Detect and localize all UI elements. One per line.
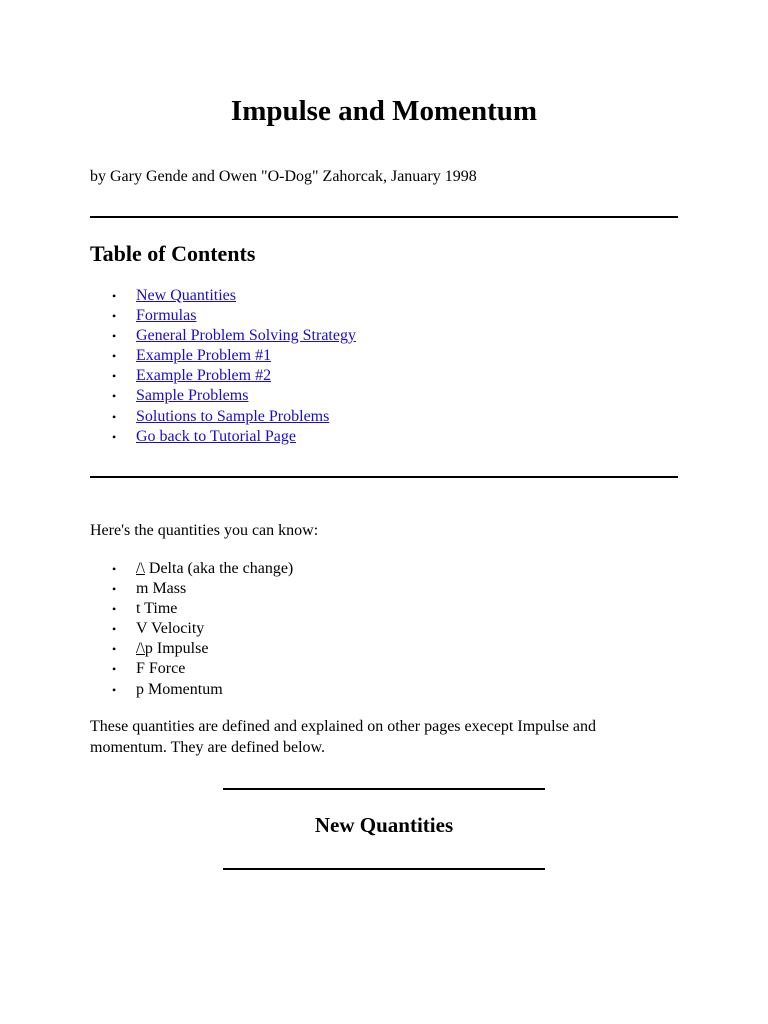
bullet-icon: • xyxy=(112,429,117,444)
quantity-text: F Force xyxy=(136,660,186,678)
toc-heading: Table of Contents xyxy=(90,241,256,266)
quantity-text: Delta (aka the change) xyxy=(144,560,294,577)
toc-item xyxy=(90,366,356,386)
toc-link-example-1[interactable]: Example Problem #1 xyxy=(136,347,272,365)
bullet-icon: • xyxy=(112,562,117,576)
bullet-icon: • xyxy=(112,369,117,384)
quantity-text: t Time xyxy=(136,600,178,618)
bullet-icon: • xyxy=(112,309,117,324)
quantity-item xyxy=(90,579,293,599)
bullet-icon: • xyxy=(112,682,117,697)
toc-list xyxy=(90,286,356,447)
section-rule-top xyxy=(223,788,545,790)
toc-item xyxy=(90,326,356,346)
toc-link-sample-problems[interactable]: Sample Problems xyxy=(136,387,249,405)
toc-item xyxy=(90,346,356,366)
bullet-icon: • xyxy=(112,349,117,364)
bullet-icon: • xyxy=(112,289,117,303)
horizontal-rule xyxy=(90,476,678,478)
toc-item xyxy=(90,286,356,306)
toc-item xyxy=(90,427,356,447)
page-title: Impulse and Momentum xyxy=(230,95,538,127)
delta-symbol: /\ xyxy=(136,560,145,577)
bullet-icon: • xyxy=(112,389,117,404)
toc-item xyxy=(90,407,356,427)
toc-item xyxy=(90,386,356,406)
quantity-text: m Mass xyxy=(136,580,187,598)
section-rule-bottom xyxy=(223,868,545,870)
quantity-text: p Impulse xyxy=(144,640,209,658)
quantity-item xyxy=(90,619,293,639)
toc-link-tutorial-page[interactable]: Go back to Tutorial Page xyxy=(136,427,296,445)
bullet-icon: • xyxy=(112,582,117,597)
section-heading-new-quantities: New Quantities xyxy=(314,813,454,837)
bullet-icon: • xyxy=(112,602,117,617)
bullet-icon: • xyxy=(112,329,117,344)
quantities-list xyxy=(90,559,293,700)
quantity-item xyxy=(90,659,293,679)
toc-link-solutions[interactable]: Solutions to Sample Problems xyxy=(136,407,330,425)
bullet-icon: • xyxy=(112,409,117,424)
delta-symbol: /\ xyxy=(136,640,145,658)
quantity-item xyxy=(90,559,293,579)
quantity-text: V Velocity xyxy=(136,620,205,638)
quantities-intro: Here's the quantities you can know: xyxy=(90,522,319,539)
quantities-note: These quantities are defined and explained on other pages execept Impulse and momentum. They are defined below. xyxy=(90,718,597,756)
toc-link-formulas[interactable]: Formulas xyxy=(136,307,197,325)
toc-link-general-strategy[interactable]: General Problem Solving Strategy xyxy=(136,327,356,345)
bullet-icon: • xyxy=(112,622,117,637)
quantity-item xyxy=(90,639,293,659)
quantity-item xyxy=(90,599,293,619)
quantity-item xyxy=(90,680,293,700)
byline: by Gary Gende and Owen "O-Dog" Zahorcak, January 1998 xyxy=(90,168,477,185)
bullet-icon: • xyxy=(112,642,117,657)
toc-item xyxy=(90,306,356,326)
toc-link-example-2[interactable]: Example Problem #2 xyxy=(136,367,272,385)
horizontal-rule xyxy=(90,216,678,218)
toc-link-new-quantities[interactable]: New Quantities xyxy=(136,287,236,304)
bullet-icon: • xyxy=(112,662,117,677)
quantity-text: p Momentum xyxy=(136,680,223,698)
